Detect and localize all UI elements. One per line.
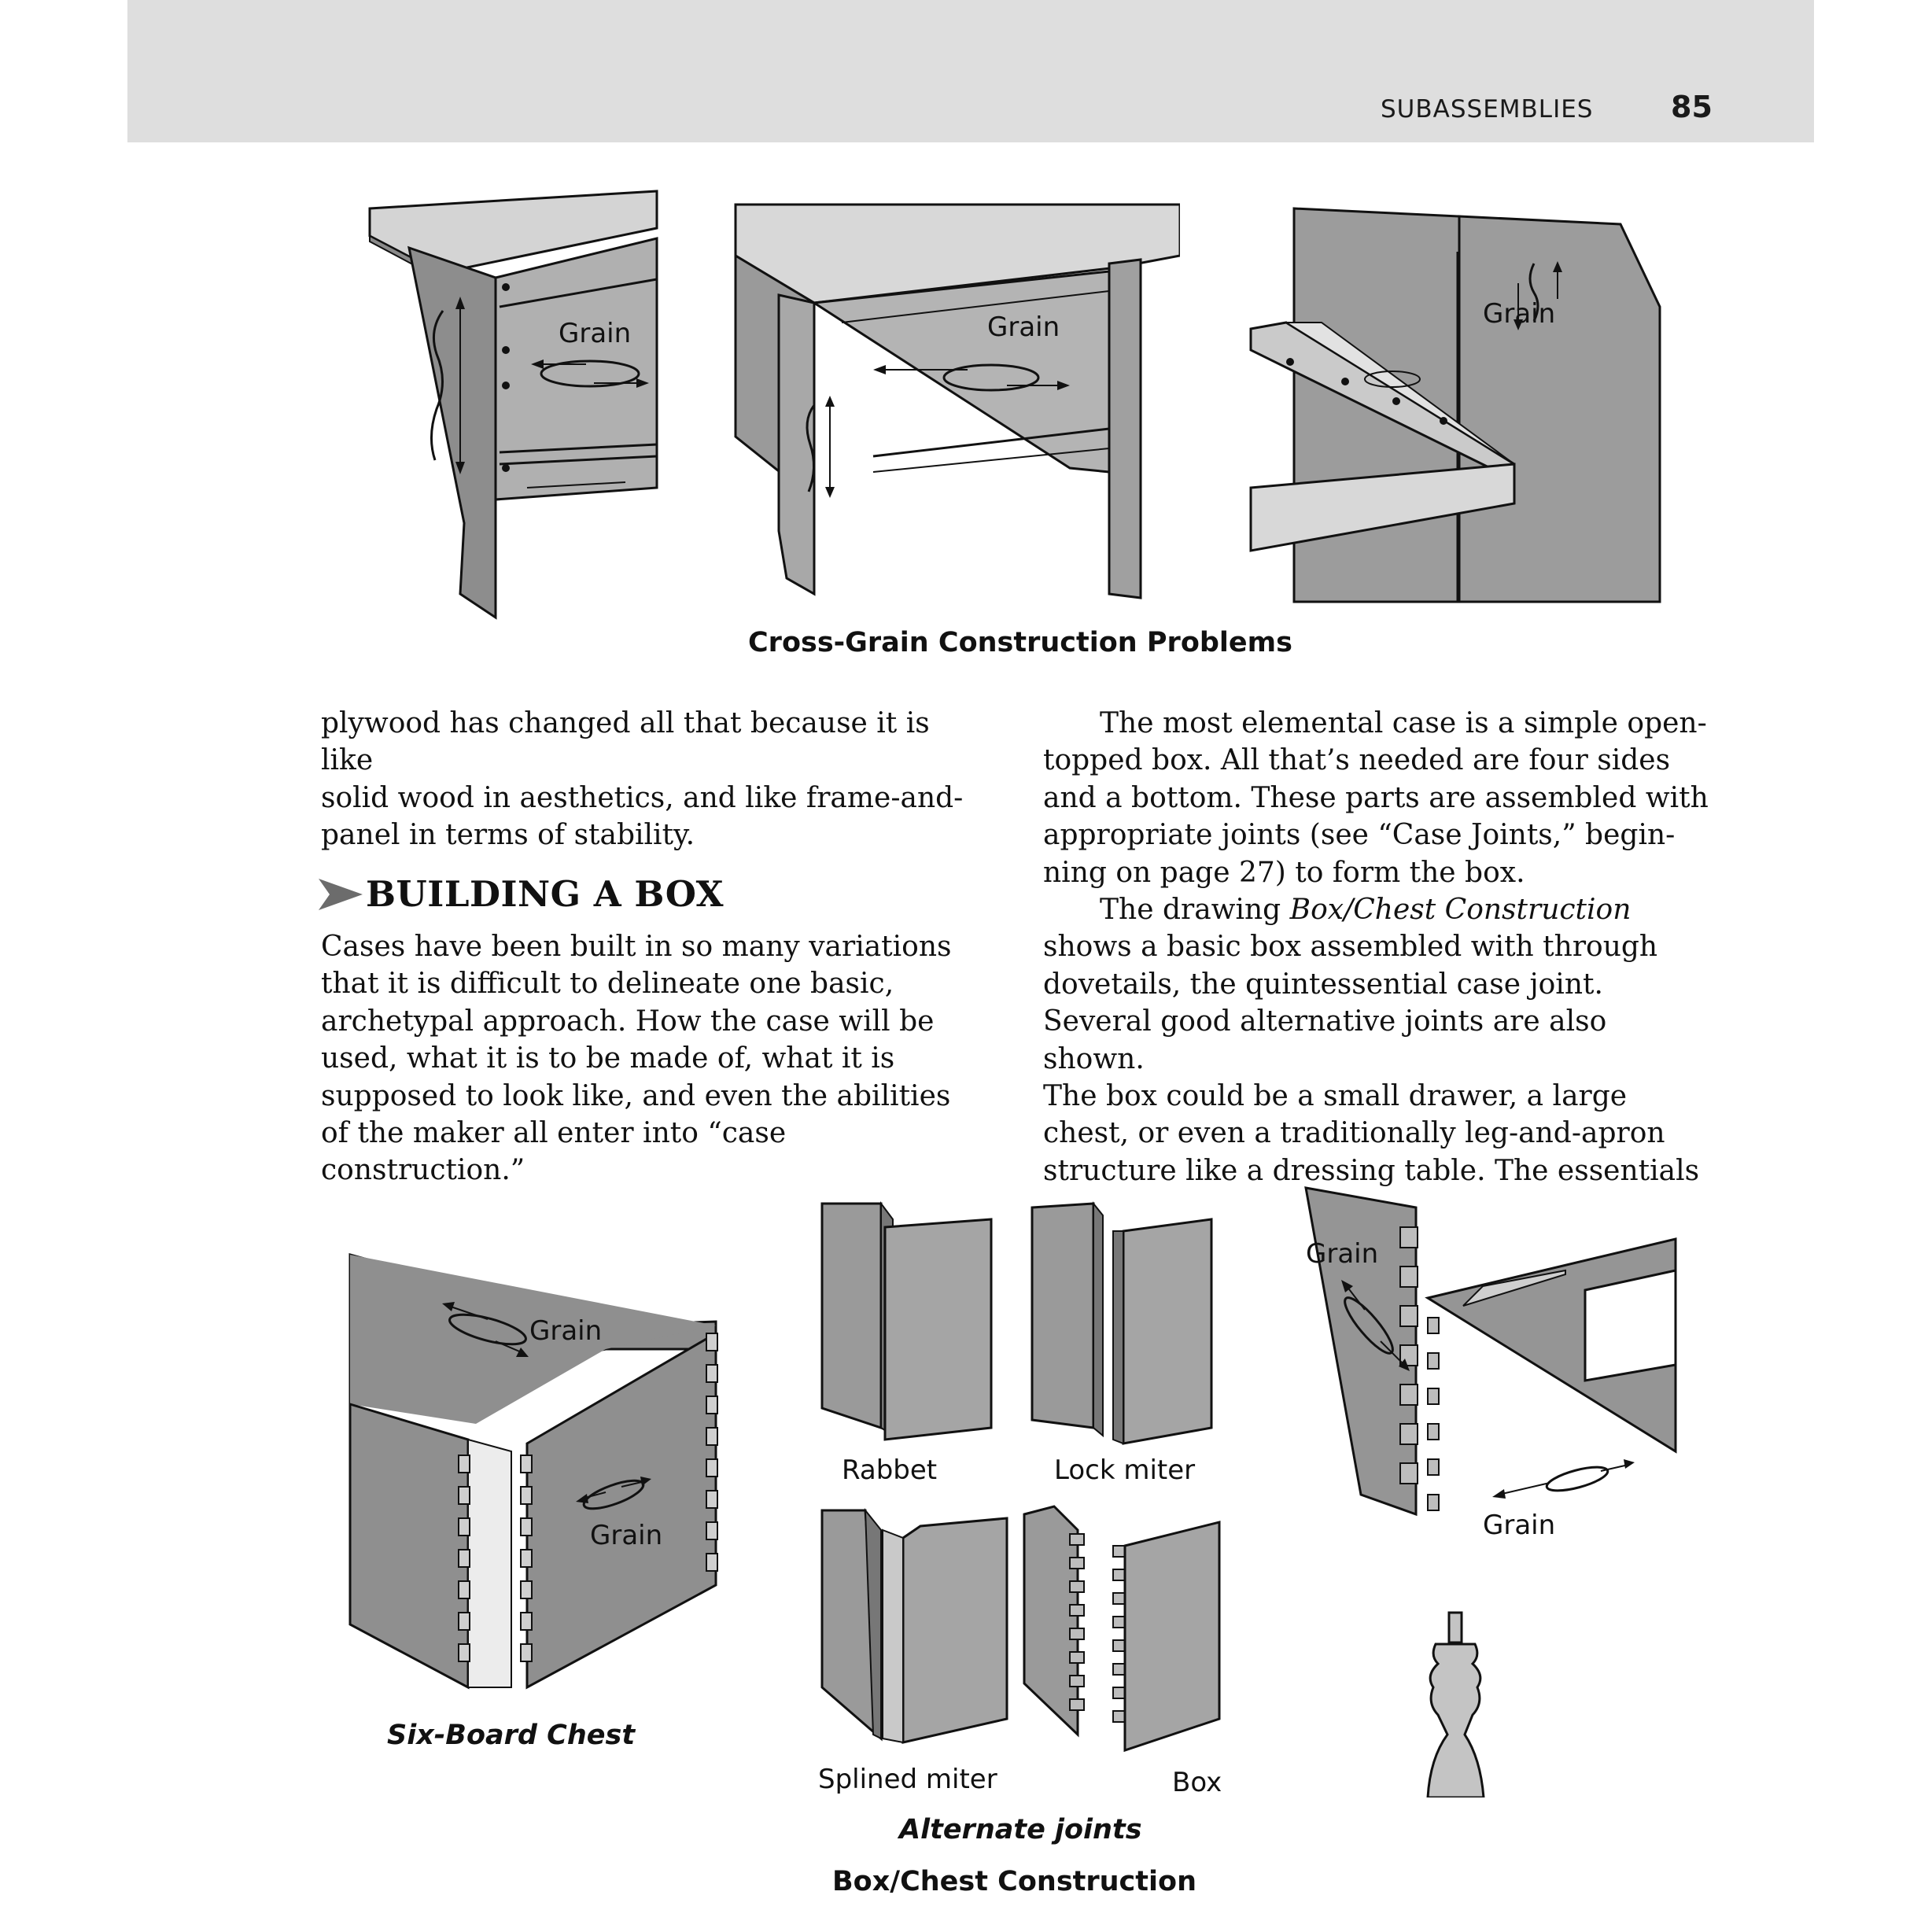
paragraph	[321, 928, 990, 1189]
alternate-joints-illustration	[818, 1200, 1239, 1797]
six-board-chest-caption: Six-Board Chest	[387, 1720, 636, 1751]
figure-caption-box-chest: Box/Chest Construction	[832, 1866, 1196, 1897]
figure-caption-cross-grain: Cross-Grain Construction Problems	[748, 627, 1292, 658]
grain-label: Grain	[590, 1520, 663, 1551]
joint-label-splined-miter: Splined miter	[818, 1764, 997, 1795]
six-board-chest-illustration	[346, 1247, 732, 1699]
text-line: appropriate joints (see “Case Joints,” begin-	[1043, 819, 1676, 852]
figure-reference: Box/Chest Construction	[1289, 894, 1632, 927]
grain-label: Grain	[529, 1315, 603, 1347]
left-column	[321, 705, 990, 854]
text-line: topped box. All that’s needed are four sides	[1043, 744, 1671, 777]
text-line: plywood has changed all that because it is like	[321, 707, 930, 777]
page-number: 85	[1671, 90, 1713, 124]
heading-text: BUILDING A BOX	[366, 873, 724, 915]
text-line: panel in terms of stability.	[321, 819, 695, 852]
shelf-illustration	[1247, 205, 1668, 606]
section-heading	[319, 873, 724, 915]
left-column-cont	[321, 928, 990, 1189]
text-line: of the maker all enter into “case construction.”	[321, 1117, 787, 1187]
text-line: Cases have been built in so many variations	[321, 931, 952, 963]
grain-label: Grain	[987, 312, 1060, 343]
text-line: supposed to look like, and even the abilities	[321, 1079, 951, 1112]
right-column	[1043, 705, 1712, 1189]
grain-label: Grain	[1483, 298, 1556, 330]
text-line: solid wood in aesthetics, and like frame-and-	[321, 781, 964, 814]
dresser-apron-illustration	[1298, 1184, 1683, 1797]
alternate-joints-caption: Alternate joints	[899, 1814, 1142, 1845]
text-line: chest, or even a traditionally leg-and-apron	[1043, 1117, 1665, 1150]
text-line: and a bottom. These parts are assembled with	[1043, 781, 1709, 814]
grain-label: Grain	[1483, 1510, 1556, 1541]
text-line: ning on page 27) to form the box.	[1043, 856, 1525, 889]
running-head: SUBASSEMBLIES	[1381, 95, 1594, 124]
grain-label: Grain	[1306, 1238, 1379, 1270]
text-line: dovetails, the quintessential case joint.	[1043, 968, 1603, 1001]
turned-leg	[1428, 1613, 1484, 1797]
paragraph	[1043, 705, 1712, 891]
arrow-bullet-icon	[319, 877, 363, 912]
text-line: archetypal approach. How the case will be	[321, 1005, 935, 1038]
text-line: structure like a dressing table. The essentials	[1043, 1154, 1700, 1187]
table-illustration	[732, 201, 1180, 602]
text-line: The box could be a small drawer, a large	[1043, 1080, 1628, 1113]
text-line: The most elemental case is a simple open-	[1100, 707, 1707, 739]
joint-label-lock-miter: Lock miter	[1054, 1455, 1196, 1486]
text-line: used, what it is to be made of, what it is	[321, 1042, 895, 1075]
joint-label-rabbet: Rabbet	[842, 1455, 938, 1486]
bench-illustration	[366, 185, 665, 625]
paragraph	[1043, 891, 1712, 1189]
joint-label-box: Box	[1172, 1767, 1222, 1797]
text-line: that it is difficult to delineate one basic,	[321, 968, 894, 1001]
grain-label: Grain	[559, 318, 632, 349]
text-line: Several good alternative joints are also shown.	[1043, 1005, 1607, 1075]
paragraph	[321, 705, 990, 854]
text-line: shows a basic box assembled with through	[1043, 931, 1658, 964]
text-run: The drawing	[1100, 894, 1290, 927]
